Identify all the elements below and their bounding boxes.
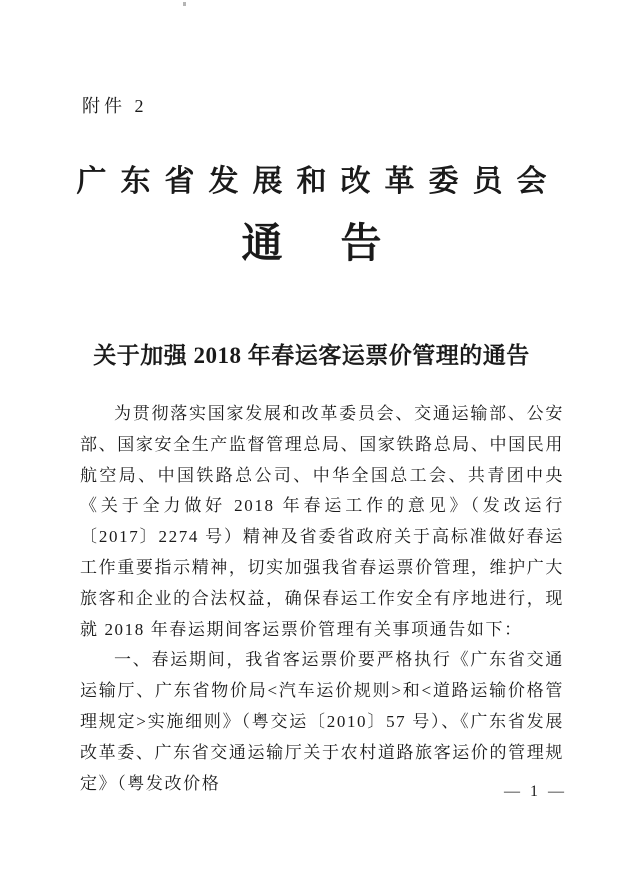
subject-title: 关于加强 2018 年春运客运票价管理的通告	[93, 343, 530, 368]
scan-artifact-mark	[183, 2, 186, 6]
document-type-heading: 通告	[241, 220, 440, 266]
organization-title: 广东省发展和改革委员会	[76, 165, 561, 198]
page-number: — 1 —	[504, 783, 567, 800]
body-paragraph-2: 一、春运期间，我省客运票价要严格执行《广东省交通运输厅、广东省物价局<汽车运价规则>和<道路运输价格管理规定>实施细则》（粤交运〔2010〕57 号）、《广东省发展改革委、广东省交通运输厅关于农村道路旅客运价的管理规定》（粤发改价格	[80, 650, 564, 793]
attachment-label: 附件 2	[82, 96, 148, 116]
body-paragraph-1: 为贯彻落实国家发展和改革委员会、交通运输部、公安部、国家安全生产监督管理总局、国家铁路总局、中国民用航空局、中国铁路总公司、中华全国总工会、共青团中央《关于全力做好 2018 年春运工作的意见》（发改运行〔2017〕2274 号）精神及省委省政府关于高标准做好春运工作重要指示精神，切实加强我省春运票价管理，维护广大旅客和企业的合法权益，确保春运工作安全有序地进行，现就 2018 年春运期间客运票价管理有关事项通告如下：	[80, 404, 564, 639]
document-body	[80, 399, 564, 799]
